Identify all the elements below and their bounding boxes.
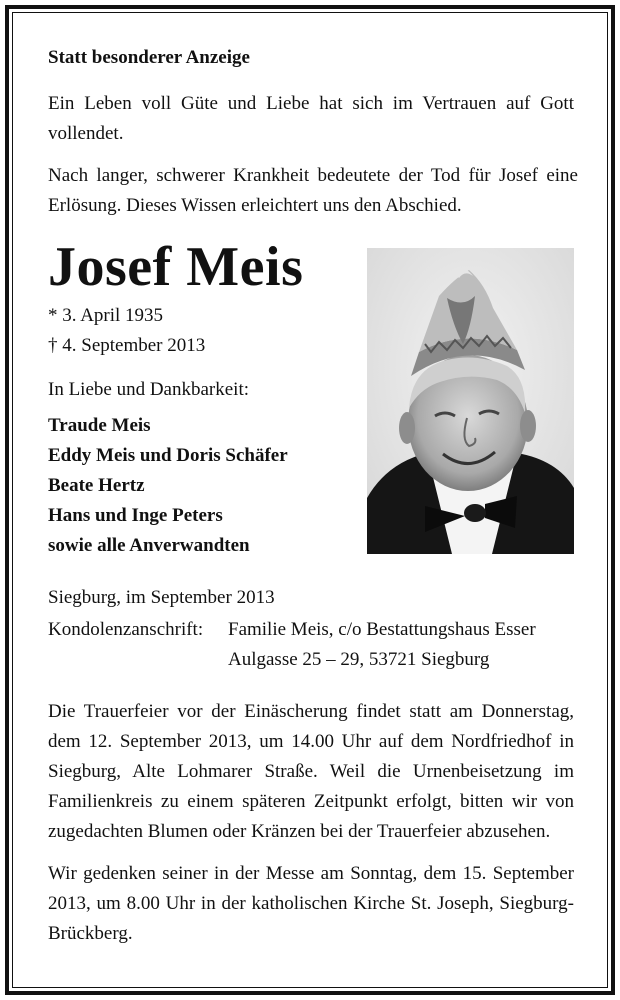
birth-date: * 3. April 1935 — [48, 305, 164, 326]
death-date: † 4. September 2013 — [48, 335, 206, 356]
notice-body — [48, 40, 578, 949]
deceased-name: Josef Meis — [48, 236, 304, 298]
mass-text: Wir gedenken seiner in der Messe am Sonntag, dem 15. September 2013, um 8.00 Uhr in der katholischen Kirche St. Joseph, Siegburg-Brückberg. — [48, 863, 574, 944]
mourners-list — [48, 411, 574, 561]
mourner-name: Traude Meis — [48, 415, 151, 436]
condolence-label: Kondolenzanschrift: — [48, 619, 204, 640]
intro-text-1: Ein Leben voll Güte und Liebe hat sich im Vertrauen auf Gott vollendet. — [48, 93, 574, 144]
condolence-address — [48, 615, 574, 645]
mourner-name: Beate Hertz — [48, 475, 145, 496]
mourner-name: sowie alle Anverwandten — [48, 535, 250, 556]
condolence-line-1: Familie Meis, c/o Bestattungshaus Esser — [228, 619, 536, 640]
mourner-name: Hans und Inge Peters — [48, 505, 223, 526]
notice-header: Statt besonderer Anzeige — [48, 47, 250, 68]
gratitude-line: In Liebe und Dankbarkeit: — [48, 379, 250, 400]
intro-text-2: Nach langer, schwerer Krankheit bedeutete der Tod für Josef eine Erlösung. Dieses Wissen erleichtert uns den Abschied. — [48, 165, 578, 216]
mourner-name: Eddy Meis und Doris Schäfer — [48, 445, 288, 466]
condolence-line-2: Aulgasse 25 – 29, 53721 Siegburg — [228, 649, 490, 670]
place-date: Siegburg, im September 2013 — [48, 587, 275, 608]
funeral-text: Die Trauerfeier vor der Einäscherung findet statt am Donnerstag, dem 12. September 2013, um 14.00 Uhr auf dem Nordfriedhof in Siegburg, Alte Lohmarer Straße. Weil die Urnenbeisetzung im Familienkreis zu einem späteren Zeitpunkt erfolgt, bitten wir von zugedachten Blumen oder Kränzen bei der Trauerfeier abzusehen. — [48, 701, 574, 842]
